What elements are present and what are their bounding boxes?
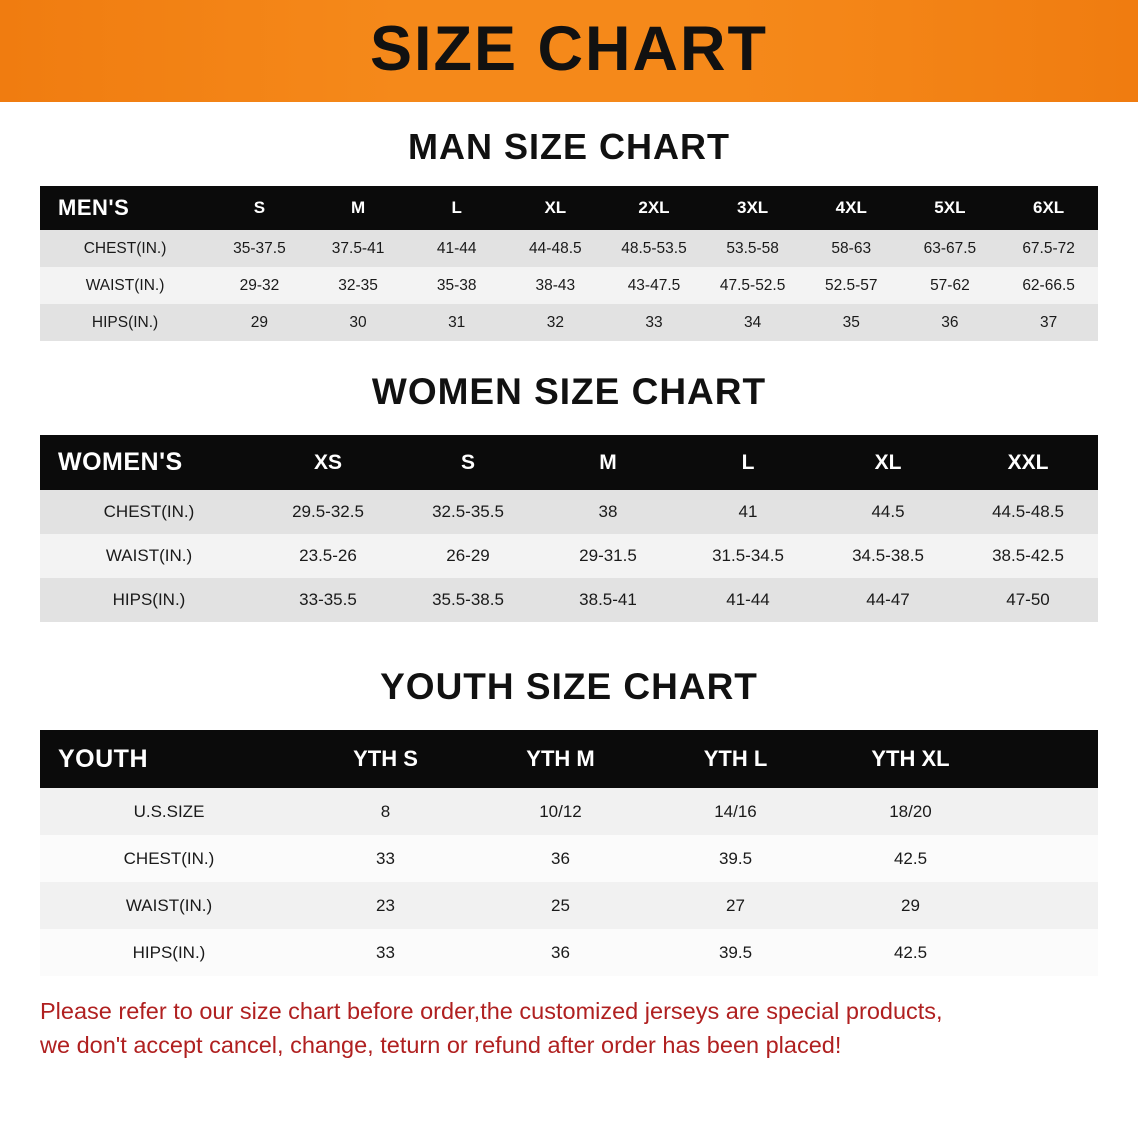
women-cell: 32.5-35.5 <box>398 490 538 534</box>
policy-note <box>0 976 1138 1062</box>
youth-cell: 18/20 <box>823 788 998 835</box>
youth-cell: 8 <box>298 788 473 835</box>
women-cell: 38 <box>538 490 678 534</box>
youth-size-table <box>40 730 1098 976</box>
table-row <box>40 929 1098 976</box>
men-cell: 44-48.5 <box>506 230 605 267</box>
men-cell: 33 <box>605 304 704 341</box>
women-cell: 34.5-38.5 <box>818 534 958 578</box>
men-size-header: M <box>309 186 408 230</box>
youth-cell: 14/16 <box>648 788 823 835</box>
women-row-label: WAIST(IN.) <box>40 534 258 578</box>
table-row <box>40 578 1098 622</box>
youth-cell: 27 <box>648 882 823 929</box>
youth-corner-label: YOUTH <box>40 730 298 788</box>
men-cell: 58-63 <box>802 230 901 267</box>
men-cell: 67.5-72 <box>999 230 1098 267</box>
youth-row-label: CHEST(IN.) <box>40 835 298 882</box>
men-cell: 57-62 <box>901 267 1000 304</box>
men-cell: 48.5-53.5 <box>605 230 704 267</box>
youth-cell: 39.5 <box>648 929 823 976</box>
youth-cell: 36 <box>473 835 648 882</box>
men-cell: 29-32 <box>210 267 309 304</box>
youth-cell: 33 <box>298 835 473 882</box>
youth-cell: 10/12 <box>473 788 648 835</box>
table-header-row <box>40 435 1098 490</box>
youth-cell-spacer <box>998 882 1098 929</box>
men-cell: 35-38 <box>407 267 506 304</box>
women-cell: 41 <box>678 490 818 534</box>
man-table-wrapper <box>0 186 1138 341</box>
men-size-header: S <box>210 186 309 230</box>
women-cell: 44.5 <box>818 490 958 534</box>
page-banner <box>0 0 1138 102</box>
women-cell: 38.5-42.5 <box>958 534 1098 578</box>
men-cell: 32-35 <box>309 267 408 304</box>
youth-row-label: U.S.SIZE <box>40 788 298 835</box>
men-row-label: CHEST(IN.) <box>40 230 210 267</box>
women-cell: 33-35.5 <box>258 578 398 622</box>
women-cell: 38.5-41 <box>538 578 678 622</box>
youth-cell: 33 <box>298 929 473 976</box>
women-table-wrapper <box>0 435 1138 622</box>
men-cell: 30 <box>309 304 408 341</box>
men-size-header: 4XL <box>802 186 901 230</box>
youth-cell: 29 <box>823 882 998 929</box>
women-section-heading: WOMEN SIZE CHART <box>371 371 767 412</box>
women-size-table <box>40 435 1098 622</box>
women-cell: 41-44 <box>678 578 818 622</box>
men-cell: 62-66.5 <box>999 267 1098 304</box>
women-cell: 29-31.5 <box>538 534 678 578</box>
table-row <box>40 534 1098 578</box>
policy-note-line-2: we don't accept cancel, change, teturn or refund after order has been placed! <box>40 1032 842 1059</box>
men-cell: 29 <box>210 304 309 341</box>
table-header-row <box>40 186 1098 230</box>
women-row-label: HIPS(IN.) <box>40 578 258 622</box>
men-cell: 43-47.5 <box>605 267 704 304</box>
women-size-header: XXL <box>958 435 1098 490</box>
men-cell: 37 <box>999 304 1098 341</box>
youth-cell-spacer <box>998 835 1098 882</box>
men-size-header: L <box>407 186 506 230</box>
youth-cell-spacer <box>998 788 1098 835</box>
men-cell: 41-44 <box>407 230 506 267</box>
youth-size-header: YTH XL <box>823 730 998 788</box>
men-cell: 52.5-57 <box>802 267 901 304</box>
women-cell: 23.5-26 <box>258 534 398 578</box>
men-cell: 35 <box>802 304 901 341</box>
women-cell: 29.5-32.5 <box>258 490 398 534</box>
youth-table-wrapper <box>0 730 1138 976</box>
youth-cell: 36 <box>473 929 648 976</box>
youth-cell: 42.5 <box>823 929 998 976</box>
youth-size-header: YTH M <box>473 730 648 788</box>
women-size-header: XL <box>818 435 958 490</box>
man-size-table <box>40 186 1098 341</box>
women-cell: 26-29 <box>398 534 538 578</box>
youth-section-heading: YOUTH SIZE CHART <box>380 666 758 707</box>
youth-cell: 23 <box>298 882 473 929</box>
men-cell: 31 <box>407 304 506 341</box>
men-cell: 53.5-58 <box>703 230 802 267</box>
men-size-header: 3XL <box>703 186 802 230</box>
table-row <box>40 230 1098 267</box>
table-row <box>40 490 1098 534</box>
table-row <box>40 304 1098 341</box>
men-cell: 63-67.5 <box>901 230 1000 267</box>
youth-cell: 42.5 <box>823 835 998 882</box>
men-row-label: HIPS(IN.) <box>40 304 210 341</box>
youth-header-spacer <box>998 730 1098 788</box>
man-section-heading: MAN SIZE CHART <box>408 126 730 167</box>
women-cell: 35.5-38.5 <box>398 578 538 622</box>
policy-note-line-1: Please refer to our size chart before order,the customized jerseys are special products, <box>40 998 943 1024</box>
men-size-header: 6XL <box>999 186 1098 230</box>
men-corner-label: MEN'S <box>40 186 210 230</box>
youth-size-header: YTH S <box>298 730 473 788</box>
women-cell: 31.5-34.5 <box>678 534 818 578</box>
women-corner-label: WOMEN'S <box>40 435 258 490</box>
women-size-header: L <box>678 435 818 490</box>
women-size-header: S <box>398 435 538 490</box>
table-row <box>40 835 1098 882</box>
table-row <box>40 267 1098 304</box>
youth-row-label: HIPS(IN.) <box>40 929 298 976</box>
table-row <box>40 882 1098 929</box>
women-size-header: XS <box>258 435 398 490</box>
youth-size-header: YTH L <box>648 730 823 788</box>
youth-cell: 25 <box>473 882 648 929</box>
men-cell: 32 <box>506 304 605 341</box>
men-cell: 36 <box>901 304 1000 341</box>
men-cell: 47.5-52.5 <box>703 267 802 304</box>
youth-row-label: WAIST(IN.) <box>40 882 298 929</box>
men-cell: 37.5-41 <box>309 230 408 267</box>
women-cell: 47-50 <box>958 578 1098 622</box>
men-size-header: 2XL <box>605 186 704 230</box>
youth-cell-spacer <box>998 929 1098 976</box>
women-cell: 44-47 <box>818 578 958 622</box>
table-header-row <box>40 730 1098 788</box>
men-row-label: WAIST(IN.) <box>40 267 210 304</box>
men-size-header: 5XL <box>901 186 1000 230</box>
men-cell: 35-37.5 <box>210 230 309 267</box>
youth-cell: 39.5 <box>648 835 823 882</box>
men-cell: 38-43 <box>506 267 605 304</box>
men-size-header: XL <box>506 186 605 230</box>
women-row-label: CHEST(IN.) <box>40 490 258 534</box>
page-title: SIZE CHART <box>370 13 768 84</box>
men-cell: 34 <box>703 304 802 341</box>
table-row <box>40 788 1098 835</box>
women-cell: 44.5-48.5 <box>958 490 1098 534</box>
women-size-header: M <box>538 435 678 490</box>
